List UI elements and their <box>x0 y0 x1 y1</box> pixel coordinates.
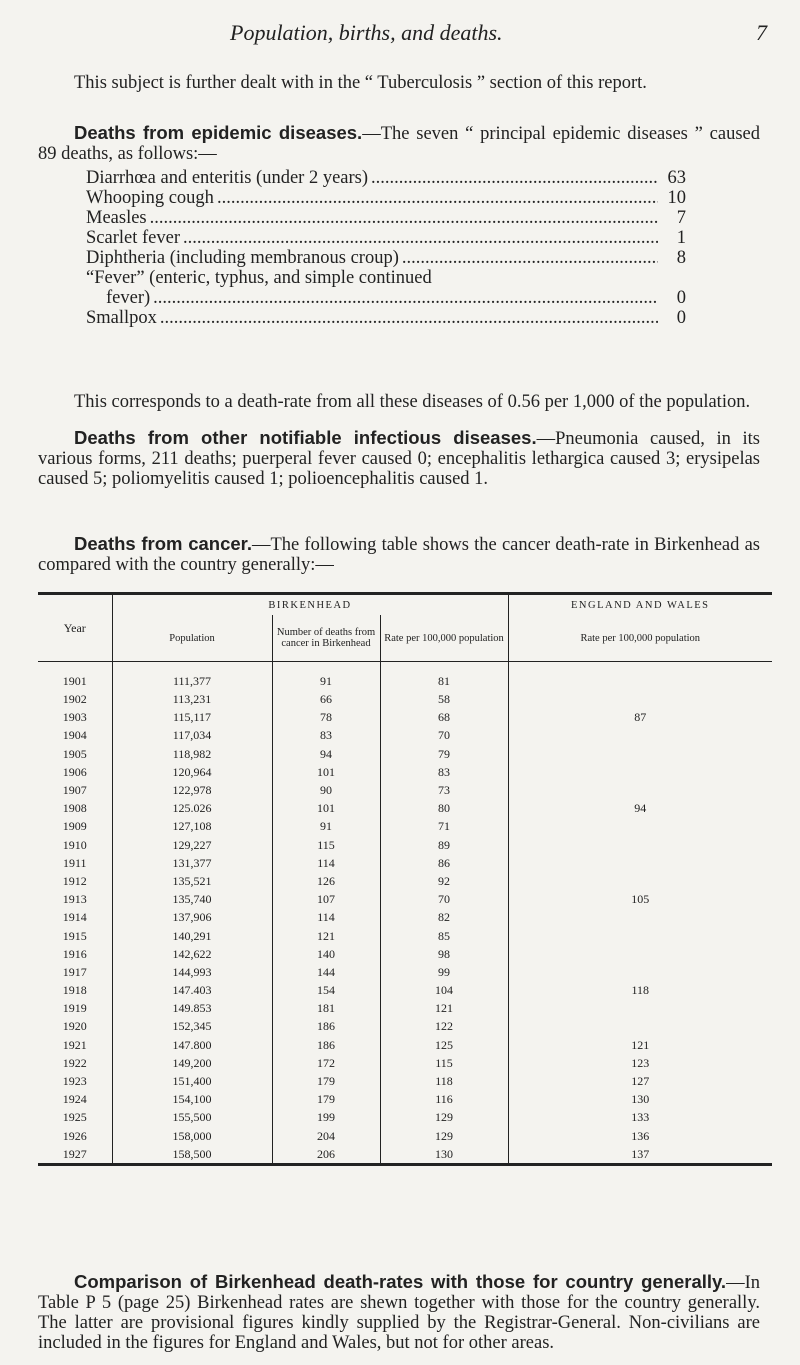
cell-year: 1926 <box>38 1127 112 1145</box>
cell-ew-rate <box>508 818 772 836</box>
cell-population: 117,034 <box>112 727 272 745</box>
cell-deaths: 126 <box>272 872 380 890</box>
intro-paragraph: This subject is further dealt with in the “ Tuberculosis ” section of this report. <box>74 73 647 93</box>
list-item <box>86 248 686 268</box>
cell-population: 137,906 <box>112 908 272 926</box>
table-row <box>38 1109 772 1127</box>
list-item-label: fever) <box>106 288 151 308</box>
table-row <box>38 745 772 763</box>
cell-ew-rate: 105 <box>631 892 650 907</box>
cell-rate: 92 <box>380 872 508 890</box>
cell-deaths: 172 <box>272 1054 380 1072</box>
cell-rate: 130 <box>380 1145 508 1165</box>
table-row <box>38 1036 772 1054</box>
cell-population: 131,377 <box>112 854 272 872</box>
cell-year: 1925 <box>38 1109 112 1127</box>
cell-population: 122,978 <box>112 781 272 799</box>
cell-deaths: 181 <box>272 999 380 1017</box>
cell-deaths: 115 <box>272 836 380 854</box>
cell-deaths: 179 <box>272 1090 380 1108</box>
cell-population: 140,291 <box>112 927 272 945</box>
list-item-label: “Fever” (enteric, typhus, and simple continued <box>86 268 432 288</box>
epidemic-list <box>86 168 686 328</box>
table-row <box>38 799 772 817</box>
list-item-value: 7 <box>676 208 686 228</box>
cell-rate: 125 <box>380 1036 508 1054</box>
cell-year: 1910 <box>38 836 112 854</box>
cell-rate: 80 <box>380 799 508 817</box>
cancer-table-body <box>38 662 772 1165</box>
cell-ew-rate <box>508 763 772 781</box>
list-item-label: Whooping cough <box>86 188 214 208</box>
table-row <box>38 927 772 945</box>
cell-deaths: 204 <box>272 1127 380 1145</box>
cell-rate: 73 <box>380 781 508 799</box>
cancer-paragraph <box>38 534 760 575</box>
cell-deaths: 78 <box>272 708 380 726</box>
cell-deaths: 206 <box>272 1145 380 1165</box>
cell-ew-rate <box>508 854 772 872</box>
header-birkenhead: BIRKENHEAD <box>112 594 508 616</box>
page-number: 7 <box>756 20 767 45</box>
table-row <box>38 854 772 872</box>
cell-deaths: 114 <box>272 854 380 872</box>
table-row <box>38 908 772 926</box>
list-item-label: Diphtheria (including membranous croup) <box>86 248 399 268</box>
list-item-label: Scarlet fever <box>86 228 180 248</box>
cell-ew-rate <box>508 836 772 854</box>
cell-year: 1927 <box>38 1145 112 1165</box>
cell-ew-rate <box>508 781 772 799</box>
table-row <box>38 690 772 708</box>
table-row <box>38 662 772 691</box>
list-item-label: Measles <box>86 208 147 228</box>
notifiable-paragraph <box>38 428 760 489</box>
cell-ew-rate <box>508 690 772 708</box>
cell-year: 1922 <box>38 1054 112 1072</box>
header-rate: Rate per 100,000 population <box>380 615 508 662</box>
cell-rate: 89 <box>380 836 508 854</box>
list-item <box>86 288 686 308</box>
list-item-value: 63 <box>667 168 686 188</box>
cell-year: 1904 <box>38 727 112 745</box>
cell-ew-rate: 136 <box>631 1128 650 1143</box>
cell-ew-rate: 118 <box>631 983 650 998</box>
table-row <box>38 999 772 1017</box>
cell-ew-rate: 133 <box>631 1110 650 1125</box>
table-row <box>38 1145 772 1165</box>
cell-year: 1903 <box>38 708 112 726</box>
cell-population: 149.853 <box>112 999 272 1017</box>
cell-population: 158,000 <box>112 1127 272 1145</box>
cell-year: 1917 <box>38 963 112 981</box>
cell-population: 158,500 <box>112 1145 272 1165</box>
cell-rate: 98 <box>380 945 508 963</box>
cell-ew-rate <box>508 908 772 926</box>
cell-rate: 70 <box>380 890 508 908</box>
cell-deaths: 90 <box>272 781 380 799</box>
epidemic-heading: Deaths from epidemic diseases. <box>74 122 363 143</box>
cell-rate: 129 <box>380 1109 508 1127</box>
table-row <box>38 1090 772 1108</box>
table-row <box>38 727 772 745</box>
cell-ew-rate <box>508 872 772 890</box>
comparison-paragraph <box>38 1272 760 1353</box>
cell-rate: 129 <box>380 1127 508 1145</box>
cell-population: 154,100 <box>112 1090 272 1108</box>
cell-ew-rate <box>508 1018 772 1036</box>
cell-population: 152,345 <box>112 1018 272 1036</box>
cell-ew-rate <box>508 999 772 1017</box>
header-year: Year <box>38 594 112 662</box>
cell-rate: 83 <box>380 763 508 781</box>
notifiable-heading: Deaths from other notifiable infectious diseases. <box>74 427 537 448</box>
table-row <box>38 836 772 854</box>
cell-deaths: 186 <box>272 1018 380 1036</box>
list-item <box>86 228 686 248</box>
cell-year: 1905 <box>38 745 112 763</box>
cell-rate: 79 <box>380 745 508 763</box>
list-item-value: 10 <box>667 188 686 208</box>
cell-deaths: 91 <box>272 818 380 836</box>
table-row <box>38 1127 772 1145</box>
cell-ew-rate <box>508 945 772 963</box>
cell-population: 115,117 <box>112 708 272 726</box>
cell-population: 127,108 <box>112 818 272 836</box>
cell-ew-rate: 121 <box>631 1037 650 1052</box>
cell-deaths: 114 <box>272 908 380 926</box>
cell-population: 149,200 <box>112 1054 272 1072</box>
list-item <box>86 208 686 228</box>
cell-year: 1921 <box>38 1036 112 1054</box>
cell-year: 1911 <box>38 854 112 872</box>
cell-year: 1923 <box>38 1072 112 1090</box>
cell-ew-rate: 123 <box>631 1055 650 1070</box>
table-row <box>38 872 772 890</box>
cell-population: 147.800 <box>112 1036 272 1054</box>
epidemic-paragraph <box>38 123 760 164</box>
cell-ew-rate: 127 <box>631 1074 650 1089</box>
list-item <box>86 188 686 208</box>
cell-year: 1919 <box>38 999 112 1017</box>
cell-population: 120,964 <box>112 763 272 781</box>
cell-year: 1915 <box>38 927 112 945</box>
cell-rate: 68 <box>380 708 508 726</box>
table-row <box>38 1018 772 1036</box>
cell-population: 111,377 <box>112 662 272 691</box>
table-row <box>38 890 772 908</box>
list-item-label: Diarrhœa and enteritis (under 2 years) <box>86 168 369 188</box>
comparison-heading: Comparison of Birkenhead death-rates with those for country generally. <box>74 1271 727 1292</box>
cell-year: 1902 <box>38 690 112 708</box>
cell-deaths: 186 <box>272 1036 380 1054</box>
cell-deaths: 179 <box>272 1072 380 1090</box>
table-row <box>38 1054 772 1072</box>
cell-year: 1913 <box>38 890 112 908</box>
cell-deaths: 199 <box>272 1109 380 1127</box>
list-item-value: 0 <box>676 288 686 308</box>
cell-ew-rate <box>508 963 772 981</box>
cell-rate: 118 <box>380 1072 508 1090</box>
cell-ew-rate <box>508 745 772 763</box>
cell-rate: 85 <box>380 927 508 945</box>
cancer-text: —The following table shows the cancer death-rate in Birkenhead as compared with the country generally:— <box>38 535 760 575</box>
epidemic-intro: —The seven “ principal epidemic diseases ” caused 89 deaths, as follows:— <box>38 124 760 164</box>
cell-rate: 121 <box>380 999 508 1017</box>
cell-population: 135,740 <box>112 890 272 908</box>
cell-deaths: 66 <box>272 690 380 708</box>
header-deaths: Number of deaths from cancer in Birkenhead <box>272 615 380 662</box>
cell-rate: 99 <box>380 963 508 981</box>
cell-population: 147.403 <box>112 981 272 999</box>
header-england-wales: ENGLAND AND WALES <box>571 599 710 611</box>
cell-year: 1909 <box>38 818 112 836</box>
cell-year: 1914 <box>38 908 112 926</box>
cell-rate: 81 <box>380 662 508 691</box>
cell-year: 1920 <box>38 1018 112 1036</box>
comparison-text: —In Table P 5 (page 25) Birkenhead rates are shewn together with those for the country generally. The latter are provisional figures kindly supplied by the Registrar-General. Non-civilians are included in the figures for England and Wales, but not for other areas. <box>38 1273 760 1353</box>
cancer-table <box>38 592 772 1166</box>
running-title: Population, births, and deaths. <box>230 20 503 45</box>
table-row <box>38 963 772 981</box>
list-item <box>86 308 686 328</box>
cell-ew-rate: 87 <box>634 710 647 725</box>
cell-population: 125.026 <box>112 799 272 817</box>
cell-population: 118,982 <box>112 745 272 763</box>
cell-deaths: 94 <box>272 745 380 763</box>
cell-population: 135,521 <box>112 872 272 890</box>
cell-rate: 86 <box>380 854 508 872</box>
cell-deaths: 107 <box>272 890 380 908</box>
table-row <box>38 708 772 726</box>
cell-population: 155,500 <box>112 1109 272 1127</box>
list-item-value: 0 <box>676 308 686 328</box>
table-row <box>38 1072 772 1090</box>
cell-deaths: 154 <box>272 981 380 999</box>
cell-deaths: 121 <box>272 927 380 945</box>
table-row <box>38 781 772 799</box>
list-item-label: Smallpox <box>86 308 157 328</box>
cell-ew-rate <box>508 662 772 691</box>
list-item-value: 8 <box>676 248 686 268</box>
list-item-value: 1 <box>676 228 686 248</box>
cell-population: 144,993 <box>112 963 272 981</box>
cell-deaths: 144 <box>272 963 380 981</box>
cell-rate: 104 <box>380 981 508 999</box>
cell-ew-rate <box>508 927 772 945</box>
cell-year: 1912 <box>38 872 112 890</box>
cell-year: 1916 <box>38 945 112 963</box>
cell-year: 1901 <box>38 662 112 691</box>
list-item <box>86 168 686 188</box>
cell-rate: 82 <box>380 908 508 926</box>
table-row <box>38 818 772 836</box>
table-row <box>38 981 772 999</box>
cell-deaths: 91 <box>272 662 380 691</box>
cell-deaths: 101 <box>272 763 380 781</box>
cell-population: 142,622 <box>112 945 272 963</box>
cell-deaths: 83 <box>272 727 380 745</box>
cell-population: 129,227 <box>112 836 272 854</box>
table-row <box>38 763 772 781</box>
cell-population: 113,231 <box>112 690 272 708</box>
cell-population: 151,400 <box>112 1072 272 1090</box>
cell-deaths: 140 <box>272 945 380 963</box>
header-population: Population <box>112 615 272 662</box>
cell-year: 1924 <box>38 1090 112 1108</box>
cell-year: 1906 <box>38 763 112 781</box>
list-item <box>86 268 686 288</box>
cell-year: 1908 <box>38 799 112 817</box>
cell-rate: 70 <box>380 727 508 745</box>
cancer-heading: Deaths from cancer. <box>74 533 252 554</box>
epidemic-summary: This corresponds to a death-rate from all these diseases of 0.56 per 1,000 of the population. <box>74 392 751 412</box>
cell-rate: 122 <box>380 1018 508 1036</box>
cell-year: 1907 <box>38 781 112 799</box>
cell-ew-rate <box>508 727 772 745</box>
cell-rate: 116 <box>380 1090 508 1108</box>
cell-deaths: 101 <box>272 799 380 817</box>
cell-ew-rate: 137 <box>508 1145 772 1165</box>
cell-year: 1918 <box>38 981 112 999</box>
cell-rate: 115 <box>380 1054 508 1072</box>
cell-ew-rate: 94 <box>634 801 647 816</box>
table-row <box>38 945 772 963</box>
cell-ew-rate: 130 <box>631 1092 650 1107</box>
running-header <box>0 20 800 50</box>
header-ew-rate: Rate per 100,000 population <box>508 615 772 662</box>
cancer-table-wrapper <box>38 592 772 1260</box>
cell-rate: 58 <box>380 690 508 708</box>
cell-rate: 71 <box>380 818 508 836</box>
notifiable-text: —Pneumonia caused, in its various forms, 211 deaths; puerperal fever caused 0; encephalitis lethargica caused 3; erysipelas caused 5; poliomyelitis caused 1; polioencephalitis caused 1. <box>38 429 760 489</box>
